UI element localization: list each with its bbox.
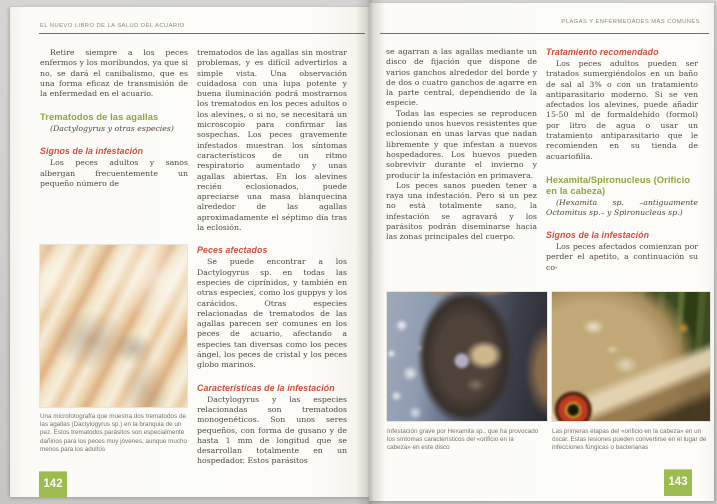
section-heading-hexamita: Hexamita/Spironucleus (Orificio en la cabeza) bbox=[546, 174, 691, 196]
left-page-column-1 bbox=[40, 48, 188, 189]
paragraph: Los peces afectados comienzan por perder el apetito, a continuación su co- bbox=[546, 241, 698, 272]
paragraph: Todas las especies se reproducen poniendo unos huevos resistentes que eclosionan en unas larvas que nadan libremente y que infestan a nuevos hospedadores. Los huevos pueden sobrevivir durante el invierno y producir la infestación en primavera. bbox=[386, 108, 537, 180]
photo-gill-trematode-micrograph-image bbox=[40, 245, 187, 407]
paragraph: Los peces adultos pueden ser tratados sumergiéndolos en un baño de sal al 3% o con un tratamiento antiparasitario moderno. Si se ven afectados los alevines, puede añadir 15-50 ml de formaldehído (formol) por litro de agua o usar un tratamiento antiparasitario que le recomienden en su tienda de acuariofilia. bbox=[546, 59, 698, 161]
header-rule bbox=[39, 33, 365, 34]
subheading-peces-afectados: Peces afectados bbox=[197, 245, 268, 256]
subheading-tratamiento: Tratamiento recomendado bbox=[546, 47, 659, 57]
section-heading-trematodos: Trematodos de las agallas bbox=[40, 112, 159, 123]
paragraph: Los peces adultos y sanos albergan frecuentemente un pequeño número de bbox=[40, 158, 188, 189]
running-header-left: EL NUEVO LIBRO DE LA SALUD DEL ACUARIO bbox=[40, 23, 185, 29]
photo-caption: Una microfotografía que muestra dos trematodos de las agallas (Dactylogyrus sp.) en la branquia de un pez. Estos trematodos parásitos son especialmente dañinos para los peces muy jóvenes, aunque mucho menos para los adultos bbox=[40, 413, 188, 453]
paragraph: Dactylogyrus y las especies relacionadas son trematodos monogenéticos. Son unos seres pequeños, con forma de gusano y de hasta 1 mm de longitud que se desarrollan totalmente en un hospedador. Estos parásitos bbox=[197, 394, 347, 466]
right-page-column-2 bbox=[546, 47, 698, 273]
left-page-column-2 bbox=[197, 48, 347, 467]
subheading-caracteristicas: Características de la infestación bbox=[197, 382, 335, 393]
header-rule bbox=[380, 33, 709, 34]
paragraph: Los peces sanos pueden tener a raya una infestación. Pero si un pez no está totalmente sano, la infestación se agravará y los parásitos podrán diseminarse hacia las zonas principales del cuerpo. bbox=[386, 180, 537, 242]
photo-caption: Infestación grave por Hexamita sp., que ha provocado los síntomas característicos del «orificio en la cabeza» en este disco bbox=[387, 428, 539, 452]
page-right bbox=[369, 3, 714, 501]
page-left bbox=[10, 7, 369, 497]
running-header-right: PLAGAS Y ENFERMEDADES MÁS COMUNES bbox=[561, 19, 700, 25]
photo-caption: Las primeras etapas del «orificio en la cabeza» en un óscar. Estas lesiones pueden convertirse en el lugar de infecciones fúngicas o bacterianas bbox=[552, 428, 707, 452]
subheading-signos: Signos de la infestación bbox=[40, 146, 144, 157]
paragraph: Retire siempre a los peces enfermos y los moribundos, ya que si no, se dará el canibalismo, que es una forma eficaz de transmisión de la enfermedad en el acuario. bbox=[40, 48, 188, 99]
page-number-badge: 143 bbox=[664, 469, 692, 496]
photo-gill-trematode-micrograph bbox=[40, 245, 187, 407]
right-page-column-1 bbox=[386, 47, 537, 243]
photo-oscar-hole-in-head-image bbox=[552, 292, 710, 421]
paragraph: Se puede encontrar a los Dactylogyrus sp. en todas las especies de ciprínidos, y también en otras especies, como los guppys y los carácidos. Otras especies relacionadas de trematodos de las agallas parecen ser comunes en los peces de acuario, afectando a especies tan diversas como los peces ángel, los peces de cristal y los peces globo marinos. bbox=[197, 257, 347, 370]
photo-discus-hexamita-image bbox=[387, 292, 547, 421]
subheading-signos: Signos de la infestación bbox=[546, 229, 650, 240]
paragraph: se agarran a las agallas mediante un disco de fijación que dispone de varios ganchos alrededor del borde y de dos o cuatro ganchos de agarre en la parte central, dependiendo de la especie. bbox=[386, 47, 537, 108]
photo-oscar-hole-in-head bbox=[552, 292, 710, 421]
paragraph: trematodos de las agallas sin mostrar problemas, y es difícil advertirlos a simple vista. Una observación cuidadosa con una lupa potente y buena iluminación podrá mostrarnos los trematodos en los peces adultos o los alevines, o si no, se necesitará un microscopio para confirmar las sospechas. Los peces gravemente infestados muestran los síntomas característicos de un ritmo respiratorio aumentado y unas agallas abiertas. En los alevines recién eclosionados, puede apreciarse una masa blanquecina alrededor de las agallas aproximadamente el séptimo día tras la eclosión. bbox=[197, 48, 347, 233]
page-number-badge: 142 bbox=[39, 471, 67, 498]
species-subtitle: (Hexamita sp. –antiguamente Octomitus sp.– y Spironucleus sp.) bbox=[546, 197, 698, 217]
species-subtitle: (Dactylogyrus y otras especies) bbox=[50, 124, 174, 134]
photo-discus-hexamita bbox=[387, 292, 547, 421]
